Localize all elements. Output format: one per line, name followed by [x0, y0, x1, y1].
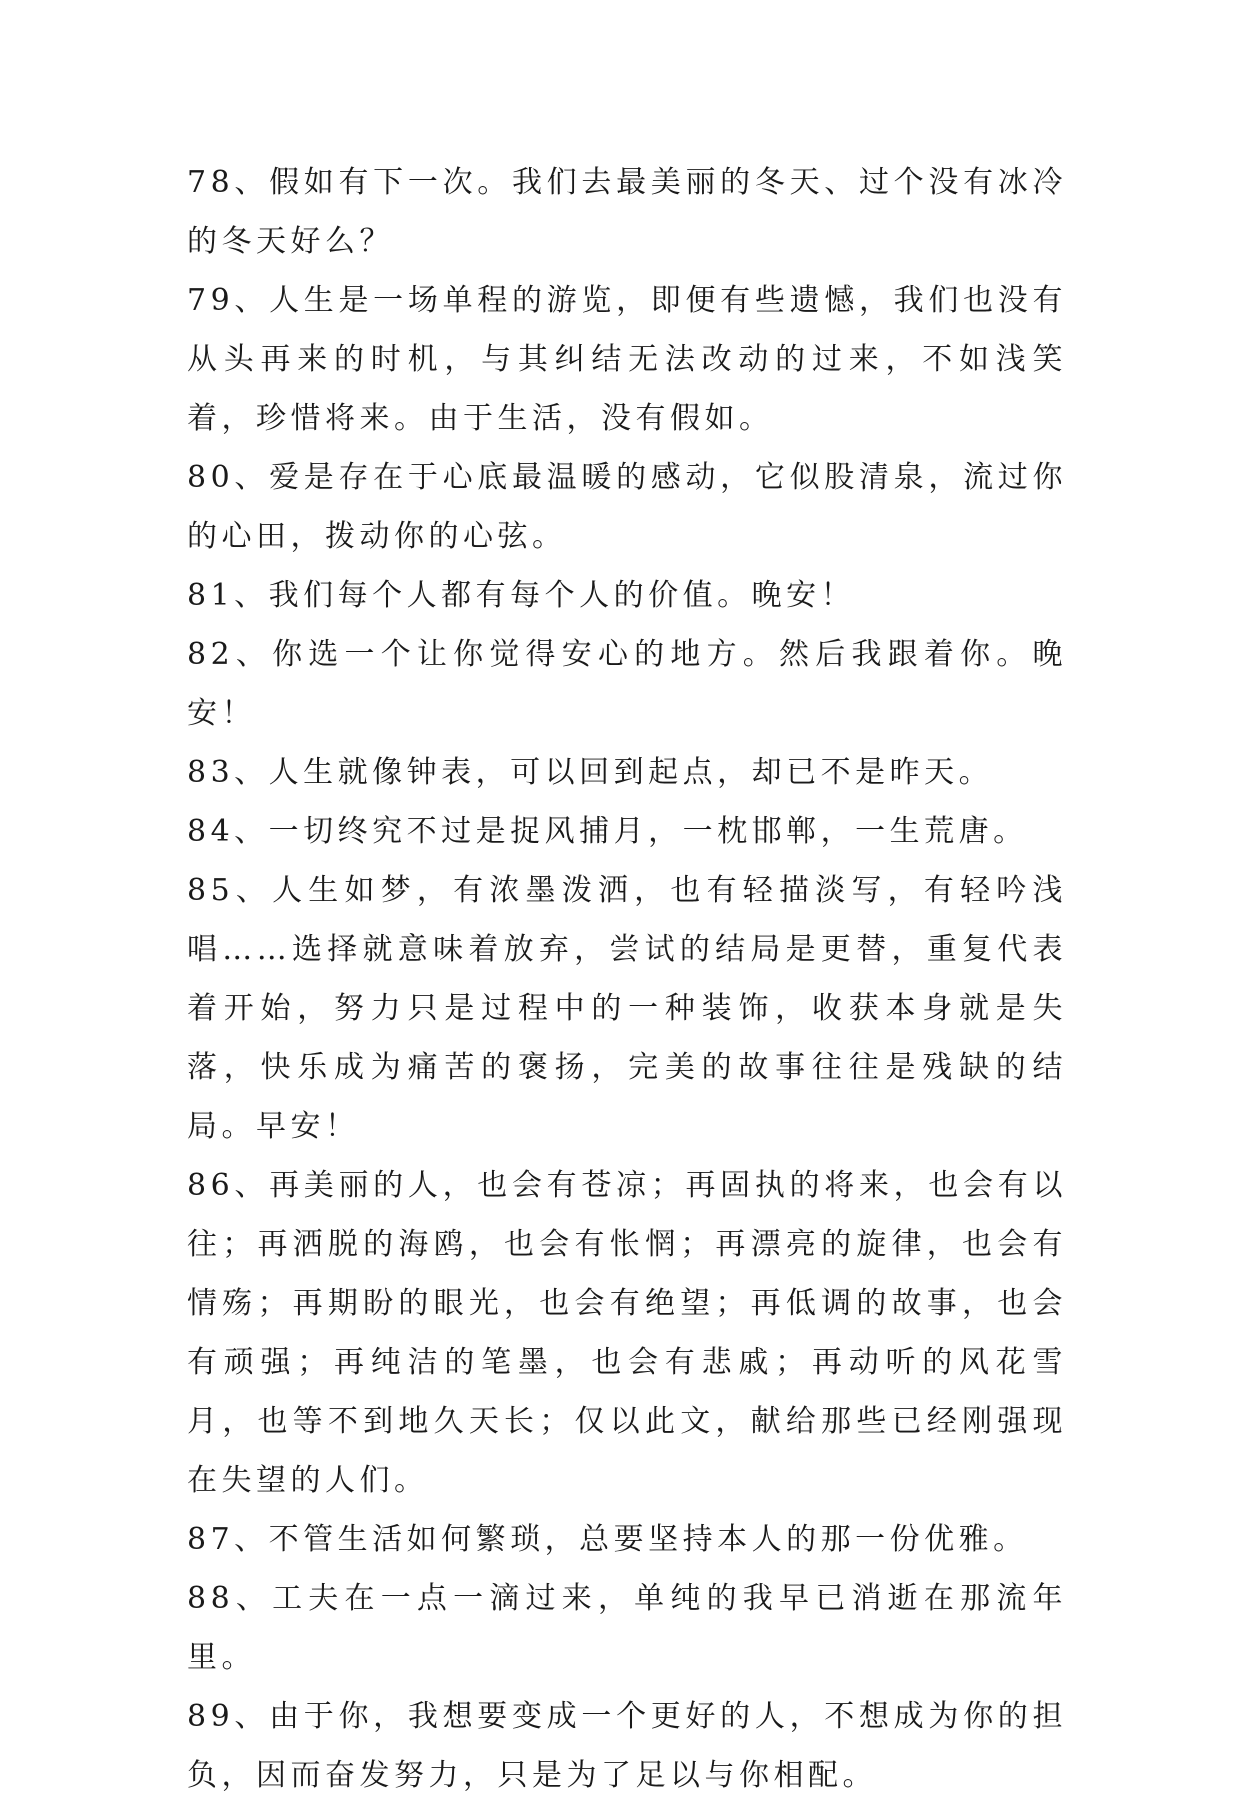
document-body [187, 153, 1067, 1805]
entry-86: 86、再美丽的人，也会有苍凉；再固执的将来，也会有以往；再洒脱的海鸥，也会有怅惘；再漂亮的旋律，也会有情殇；再期盼的眼光，也会有绝望；再低调的故事，也会有顽强；再纯洁的笔墨，也会有悲戚；再动听的风花雪月，也等不到地久天长；仅以此文，献给那些已经刚强现在失望的人们。 [187, 1168, 1067, 1498]
entry-88: 88、工夫在一点一滴过来，单纯的我早已消逝在那流年里。 [187, 1581, 1067, 1675]
entry-85: 85、人生如梦，有浓墨泼洒，也有轻描淡写，有轻吟浅唱……选择就意味着放弃，尝试的结局是更替，重复代表着开始，努力只是过程中的一种装饰，收获本身就是失落，快乐成为痛苦的褒扬，完美的故事往往是残缺的结局。早安！ [187, 873, 1067, 1144]
entry-79: 79、人生是一场单程的游览，即便有些遗憾，我们也没有从头再来的时机，与其纠结无法改动的过来，不如浅笑着，珍惜将来。由于生活，没有假如。 [187, 283, 1067, 436]
entry-83: 83、人生就像钟表，可以回到起点，却已不是昨天。 [187, 755, 994, 790]
entry-78: 78、假如有下一次。我们去最美丽的冬天、过个没有冰冷的冬天好么？ [187, 165, 1067, 259]
entry-81: 81、我们每个人都有每个人的价值。晚安！ [187, 578, 856, 613]
entry-87: 87、不管生活如何繁琐，总要坚持本人的那一份优雅。 [187, 1522, 1028, 1557]
entry-84: 84、一切终究不过是捉风捕月，一枕邯郸，一生荒唐。 [187, 814, 1028, 849]
entry-82: 82、你选一个让你觉得安心的地方。然后我跟着你。晚安！ [187, 637, 1067, 731]
entry-89: 89、由于你，我想要变成一个更好的人，不想成为你的担负，因而奋发努力，只是为了足以与你相配。 [187, 1699, 1067, 1793]
entry-80: 80、爱是存在于心底最温暖的感动，它似股清泉，流过你的心田，拨动你的心弦。 [187, 460, 1067, 554]
